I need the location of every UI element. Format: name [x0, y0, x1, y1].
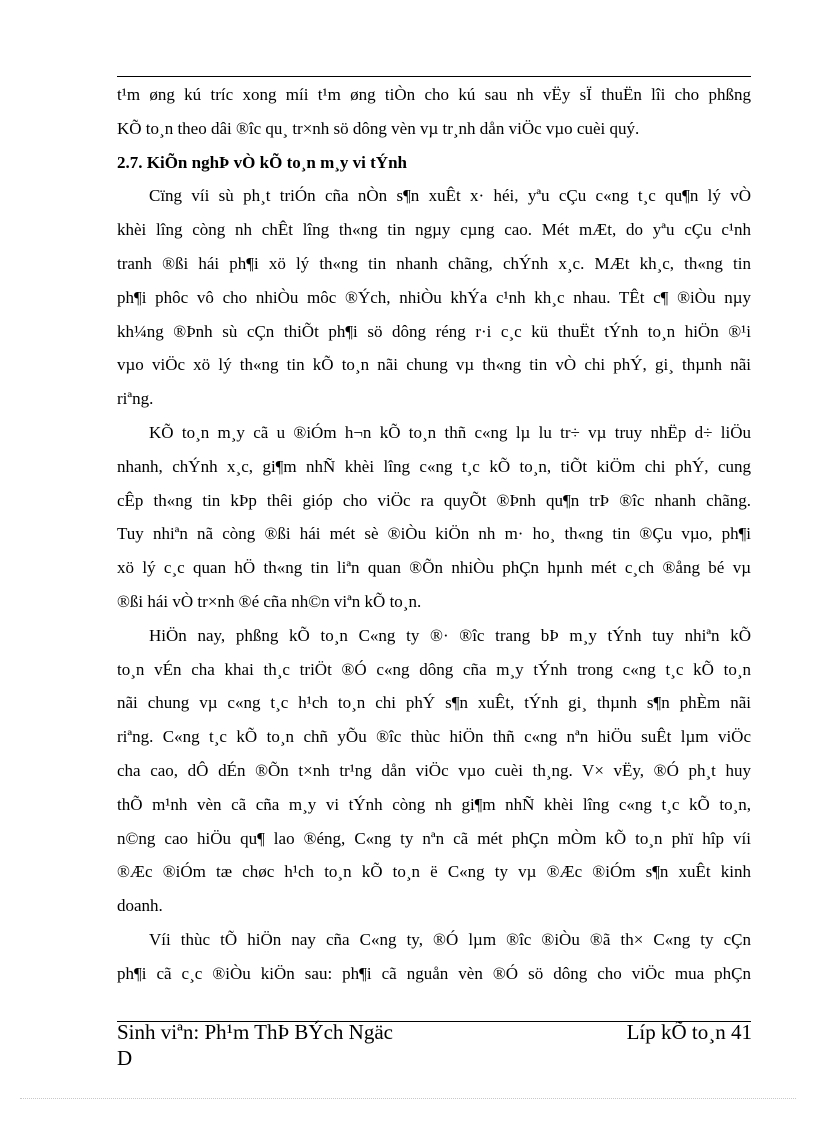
footer-continuation: D: [117, 1046, 133, 1070]
text-line: to¸n vÉn cha khai th¸c triÖt ®Ó c«ng dông cña m¸y tÝnh trong c«ng t¸c kÕ to¸n: [117, 659, 751, 679]
footer-class: Líp kÕ to¸n 41: [626, 1020, 752, 1044]
text-line: ®ßi hái vÒ tr×nh ®é cña nh©n viªn kÕ to¸n.: [117, 591, 422, 611]
text-line: cÊp th«ng tin kÞp thêi gióp cho viÖc ra quyÕt ®Þnh qu¶n trÞ ®îc nhanh chãng.: [117, 490, 751, 510]
text-line: thÕ m¹nh vèn cã cña m¸y vi tÝnh còng nh gi¶m nhÑ khèi lîng c«ng t¸c kÕ to¸n,: [117, 794, 751, 814]
text-line: xö lý c¸c quan hÖ th«ng tin liªn quan ®Õn nhiÒu phÇn hµnh mét c¸ch ®ång bé vµ: [117, 558, 751, 578]
text-line: Víi thùc tÕ hiÖn nay cña C«ng ty, ®Ó lµm ®îc ®iÒu ®ã th× C«ng ty cÇn: [149, 929, 751, 949]
text-line: riªng. C«ng t¸c kÕ to¸n chñ yÕu ®îc thùc hiÖn thñ c«ng nªn hiÖu suÊt lµm viÖc: [117, 727, 751, 747]
text-line: khèi lîng còng nh chÊt lîng th«ng tin ngµy cµng cao. Mét mÆt, do yªu cÇu c¹nh: [117, 220, 751, 240]
text-line: nhanh, chÝnh x¸c, gi¶m nhÑ khèi lîng c«ng t¸c kÕ to¸n, tiÕt kiÖm chi phÝ, cung: [117, 456, 751, 476]
text-line: Tuy nhiªn nã còng ®ßi hái mét sè ®iÒu kiÖn nh m· ho¸ th«ng tin ®Çu vµo, ph¶i: [117, 524, 751, 544]
text-line: ph¶i phôc vô cho nhiÒu môc ®Ých, nhiÒu khÝa c¹nh kh¸c nhau. TÊt c¶ ®iÒu nµy: [117, 287, 751, 307]
text-line: KÕ to¸n theo dâi ®îc qu¸ tr×nh sö dông vèn vµ tr¸nh dån viÖc vµo cuèi quý.: [117, 118, 640, 138]
text-line: ®Æc ®iÓm tæ chøc h¹ch to¸n kÕ to¸n ë C«ng ty vµ ®Æc ®iÓm s¶n xuÊt kinh: [117, 862, 751, 882]
text-line: ph¶i cã c¸c ®iÒu kiÖn sau: ph¶i cã nguån vèn ®Ó sö dông cho viÖc mua phÇn: [117, 963, 751, 983]
text-line: doanh.: [117, 896, 163, 916]
document-body: [117, 78, 751, 991]
text-line: vµo viÖc xö lý th«ng tin kÕ to¸n nãi chung vµ th«ng tin vÒ chi phÝ, gi¸ thµnh nãi: [117, 355, 751, 375]
text-line: tranh ®ßi hái ph¶i xö lý th«ng tin nhanh chãng, chÝnh x¸c. MÆt kh¸c, th«ng tin: [117, 253, 751, 273]
text-line: t¹m øng kú tríc xong míi t¹m øng tiÒn cho kú sau nh vËy sÏ thuËn lîi cho phßng: [117, 85, 751, 104]
text-line: kh¼ng ®Þnh sù cÇn thiÕt ph¶i sö dông réng r·i c¸c kü thuËt tÝnh to¸n hiÖn ®¹i: [117, 321, 751, 341]
text-line: cha cao, dÔ dÉn ®Õn t×nh tr¹ng dån viÖc vµo cuèi th¸ng. V× vËy, ®Ó ph¸t huy: [117, 760, 751, 780]
text-line: nãi chung vµ c«ng t¸c h¹ch to¸n chi phÝ s¶n xuÊt, tÝnh gi¸ thµnh s¶n phÈm nãi: [117, 693, 751, 713]
text-line: HiÖn nay, phßng kÕ to¸n C«ng ty ®· ®îc trang bÞ m¸y tÝnh tuy nhiªn kÕ: [149, 625, 751, 645]
text-line: KÕ to¸n m¸y cã u ®iÓm h¬n kÕ to¸n thñ c«ng lµ lu tr÷ vµ truy nhËp d÷ liÖu: [149, 422, 751, 442]
header-rule: [117, 76, 751, 77]
section-heading: 2.7. KiÕn nghÞ vÒ kÕ to¸n m¸y vi tÝnh: [117, 152, 407, 172]
footer-student-name: Sinh viªn: Ph¹m ThÞ BÝch Ngäc: [117, 1020, 393, 1044]
text-line: Cïng víi sù ph¸t triÓn cña nÒn s¶n xuÊt x· héi, yªu cÇu c«ng t¸c qu¶n lý vÒ: [149, 186, 751, 206]
page-edge-dotted-line: [20, 1098, 796, 1099]
text-line: riªng.: [117, 389, 154, 409]
text-line: n©ng cao hiÖu qu¶ lao ®éng, C«ng ty nªn cã mét phÇn mÒm kÕ to¸n phï hîp víi: [117, 828, 751, 848]
